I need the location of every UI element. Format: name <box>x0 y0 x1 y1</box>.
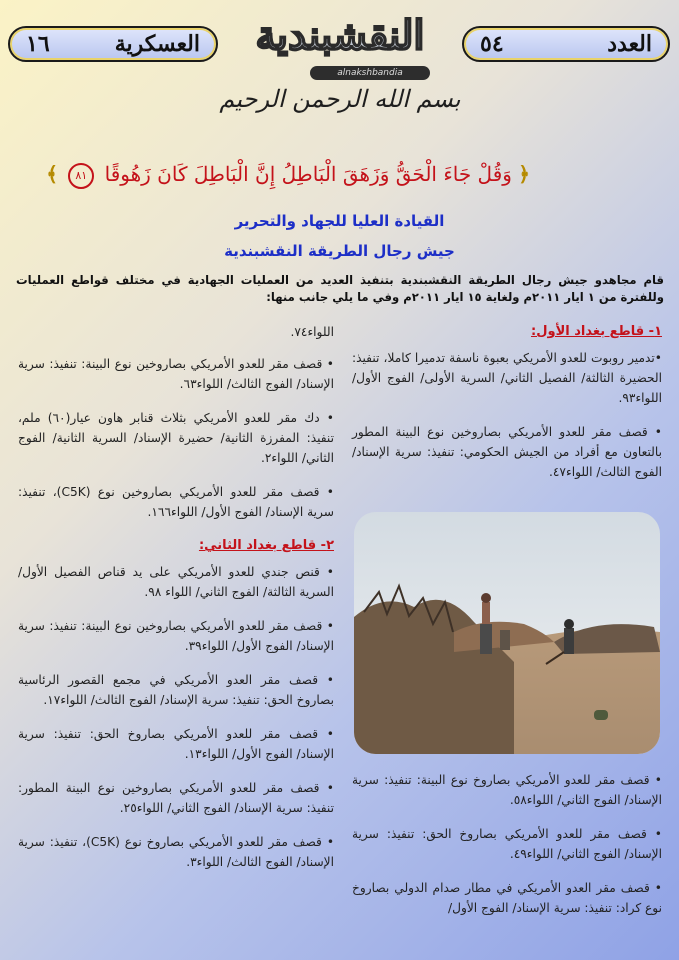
list-item: • قصف مقر للعدو الأمريكي بصاروخ نوع (C5K)، تنفيذ: سرية الإسناد/ الفوج الثالث/ اللواء٣. <box>18 835 335 869</box>
field-photo <box>354 512 660 754</box>
verse-text: وَقُلْ جَاءَ الْحَقُّ وَزَهَقَ الْبَاطِلُ إِنَّ الْبَاطِلَ كَانَ زَهُوقًا <box>104 162 512 186</box>
section-number: ١٦ <box>26 31 50 57</box>
list-item: • قصف مقر للعدو الأمريكي بصاروخ نوع البينة: تنفيذ: سرية الإسناد/ الفوج الثاني/ اللواء٥٨. <box>352 773 662 807</box>
basmala: بسم الله الرحمن الرحيم <box>219 85 461 113</box>
list-item: • قصف مقر للعدو الأمريكي بصاروخين نوع البينة: تنفيذ: سرية الإسناد/ الفوج الثالث/ اللواء٦٣. <box>18 357 334 391</box>
ayah-number: ٨١ <box>68 163 94 189</box>
list-item: • قصف مقر العدو الأمريكي في مطار صدام الدولي بصاروخ نوع كراد: تنفيذ: سرية الإسناد/ الفوج الأول/ <box>352 881 662 915</box>
list-item: • قصف مقر للعدو الأمريكي بصاروخين نوع البينة المطور بالتعاون مع أفراد من الجيش الحكومي: تنفيذ: سرية الإسناد/ الفوج الثالث/ اللواء٤٧. <box>352 425 662 479</box>
issue-word: العدد <box>607 31 652 57</box>
section1-title: ١- قاطع بغداد الأول: <box>531 324 662 339</box>
photo-illustration <box>354 512 660 754</box>
right-column-lower <box>352 770 662 932</box>
logo-title: النقشبندية <box>255 12 425 59</box>
issue-number: ٥٤ <box>480 31 504 57</box>
list-item: • قصف مقر للعدو الأمريكي بصاروخين نوع البينة: تنفيذ: سرية الإسناد/ الفوج الأول/ اللواء٣٩. <box>18 619 334 653</box>
heading-command: القيادة العليا للجهاد والتحرير <box>234 212 445 230</box>
intro-paragraph: قام مجاهدو جيش رجال الطريقة النقشبندية بتنفيذ العديد من العمليات الجهادية في مختلف قواطع العمليات وللفترة من ١ ايار ٢٠١١م ولغاية ١٥ ايار ٢٠١١م وفي ما يلي جانب منها: <box>16 273 664 304</box>
list-item: • قنص جندي للعدو الأمريكي على يد قناص الفصيل الأول/ السرية الثالثة/ الفوج الثاني/ اللواء ٩٨. <box>18 565 334 599</box>
issue-pill <box>462 26 670 62</box>
list-item: •تدمير روبوت للعدو الأمريكي بعبوة ناسفة تدميرا كاملا، تنفيذ: الحضيرة الثالثة/ الفصيل الثاني/ السرية الأولى/ الفوج الأول/ اللواء٩٣. <box>352 351 662 405</box>
list-item: • قصف مقر للعدو الأمريكي بصاروخين نوع (C5K)، تنفيذ: سرية الإسناد/ الفوج الأول/ اللواء١٦٦. <box>18 485 334 519</box>
section2-title: ٢- قاطع بغداد الثاني: <box>198 538 334 553</box>
section-pill <box>8 26 218 62</box>
heading-army: جيش رجال الطريقة النقشبندية <box>224 242 455 260</box>
right-column <box>352 322 662 496</box>
list-item: • قصف مقر للعدو الأمريكي بصاروخين نوع البينة المطور: تنفيذ: سرية الإسناد/ الفوج الثاني/ اللواء٢٥. <box>18 781 334 815</box>
list-item: • دك مقر للعدو الأمريكي بثلاث قنابر هاون عيار(٦٠) ملم، تنفيذ: المفرزة الثانية/ حضيرة الإسناد/ السرية الثانية/ الفوج الثاني/ اللواء٢. <box>18 411 335 465</box>
section-word: العسكرية <box>114 31 200 57</box>
list-item: • قصف مقر العدو الأمريكي في مجمع القصور الرئاسية بصاروخ الحق: تنفيذ: سرية الإسناد/ الفوج الثالث/ اللواء١٧. <box>18 673 334 707</box>
list-item: • قصف مقر للعدو الأمريكي بصاروخ الحق: تنفيذ: سرية الإسناد/ الفوج الأول/ اللواء١٣. <box>18 727 334 761</box>
continuation-text: اللواء٧٤. <box>290 325 334 339</box>
verse-close-bracket: ﴾ <box>46 162 58 186</box>
list-item: • قصف مقر للعدو الأمريكي بصاروخ الحق: تنفيذ: سرية الإسناد/ الفوج الثاني/ اللواء٤٩. <box>352 827 662 861</box>
verse-open-bracket: ﴿ <box>518 162 530 186</box>
left-column <box>18 322 334 886</box>
quran-verse <box>46 152 530 196</box>
logo-url: alnakshbandia <box>310 66 430 80</box>
